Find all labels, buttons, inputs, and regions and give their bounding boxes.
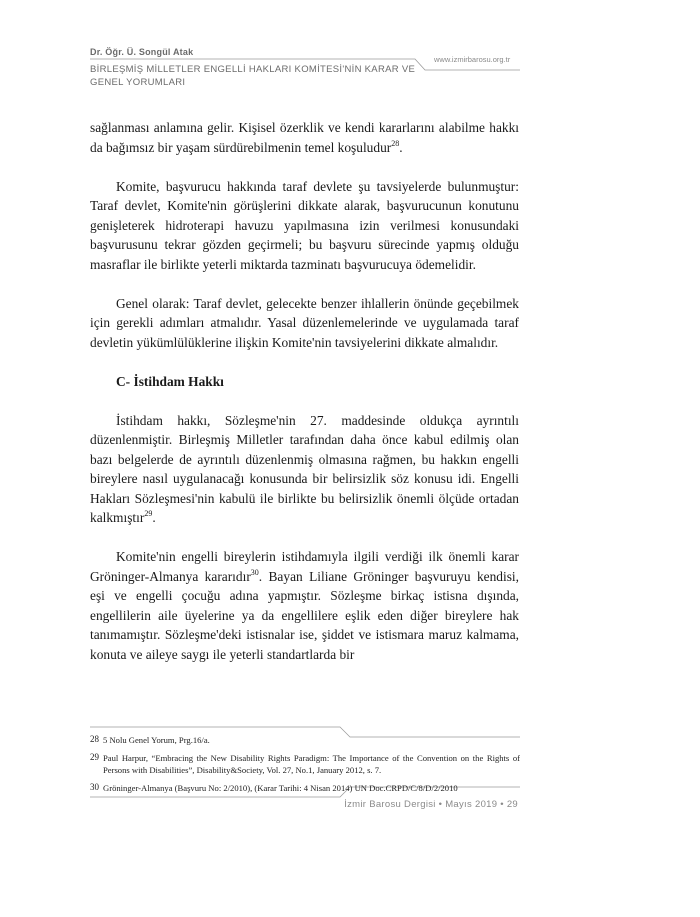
paragraph-2: Komite, başvurucu hakkında taraf devlete şu tavsiyelerde bulunmuştur: Taraf devlet, Komite'nin görüşlerini dikkate alarak, başvurucunun konutunu genişleterek hidroterapi havuzu yapılmasına izin verilmesi konusundaki başvurusunu tekrar gözden geçirmeli; bu başvuru sürecinde yapmış olduğu masraflar ile birlikte yeterli miktarda tazminatı başvurucuya ödemelidir. bbox=[90, 178, 519, 272]
footnote-29 bbox=[90, 753, 520, 776]
running-header-title: BİRLEŞMİŞ MİLLETLER ENGELLİ HAKLARI KOMİTESİ'NİN KARAR VE GENEL YORUMLARI bbox=[90, 64, 416, 88]
footnote-ref-28[interactable]: 28 bbox=[391, 138, 400, 148]
footnote-28 bbox=[90, 735, 520, 747]
footnote-text: Paul Harpur, “Embracing the New Disability Rights Paradigm: The Importance of the Convention on the Rights of Persons with Disabilities”, Disability&Society, Vol. 27, No.1, January 2012, s. 7. bbox=[103, 753, 520, 775]
section-heading: C- İstihdam Hakkı bbox=[116, 373, 224, 389]
footnote-ref-30[interactable]: 30 bbox=[250, 567, 259, 577]
paragraph-1: sağlanması anlamına gelir. Kişisel özerklik ve kendi kararlarını alabilme hakkı da bağımsız bir yaşam sürdürebilmenin temel koşuludur$^{28}$. bbox=[90, 120, 519, 155]
footnote-text: 5 Nolu Genel Yorum, Prg.16/a. bbox=[103, 735, 210, 745]
footnote-text: Gröninger-Almanya (Başvuru No: 2/2010), (Karar Tarihi: 4 Nisan 2014) UN Doc.CRPD/C/8/D/2/2010 bbox=[103, 783, 458, 793]
footnote-30 bbox=[90, 783, 520, 795]
footnote-number: 30 bbox=[90, 782, 99, 792]
footnote-ref-29[interactable]: 29 bbox=[144, 509, 153, 518]
running-header-author: Dr. Öğr. Ü. Songül Atak bbox=[90, 47, 194, 57]
footnote-number: 28 bbox=[90, 734, 99, 744]
footnote-number: 29 bbox=[90, 752, 99, 762]
paragraph-5: Komite'nin engelli bireylerin istihdamıyla ilgili verdiği ilk önemli karar Gröninger-Almanya kararıdır$^{30}$. Bayan Liliane Gröninger başvuruyu kendisi, eşi ve engelli çocuğu adına yapmıştır. Sözleşme birkaç istisna dışında, engellilerin aile üyelerine ya da engellilere eşlik eden diğer bireylere hak tanımamıştır. Sözleşme'deki istisnalar ise, şiddet ve istismara maruz kalmama, konuta ve aileye saygı ile yeterli standartlarda bir bbox=[90, 549, 519, 662]
page-footer: İzmir Barosu Dergisi • Mayıs 2019 • 29 bbox=[344, 799, 518, 810]
header-url: www.izmirbarosu.org.tr bbox=[434, 55, 511, 64]
body-text bbox=[90, 118, 519, 664]
paragraph-3: Genel olarak: Taraf devlet, gelecekte benzer ihlallerin önünde geçebilmek için gerekli adımları atmalıdır. Yasal düzenlemelerinde ve uygulamada taraf devletin yükümlülüklerine ilişkin Komite'nin tavsiyelerini dikkate almalıdır. bbox=[90, 295, 519, 350]
paragraph-4: İstihdam hakkı, Sözleşme'nin 27. maddesinde oldukça ayrıntılı düzenlenmiştir. Birleşmiş Milletler tarafından daha önce kabul edilmiş olan bazı belgelerde de ayrıntılı düzenlenmiş olmasına rağmen, bu hakkın engelli bireylere nasıl uygulanacağı konusunda bir belirsizlik söz konusu idi. Engelli Hakları Sözleşmesi'nin kabulü ile birlikte bu belirsizlik önemli ölçüde ortadan kalkmıştır$^{29}$. bbox=[90, 412, 519, 525]
